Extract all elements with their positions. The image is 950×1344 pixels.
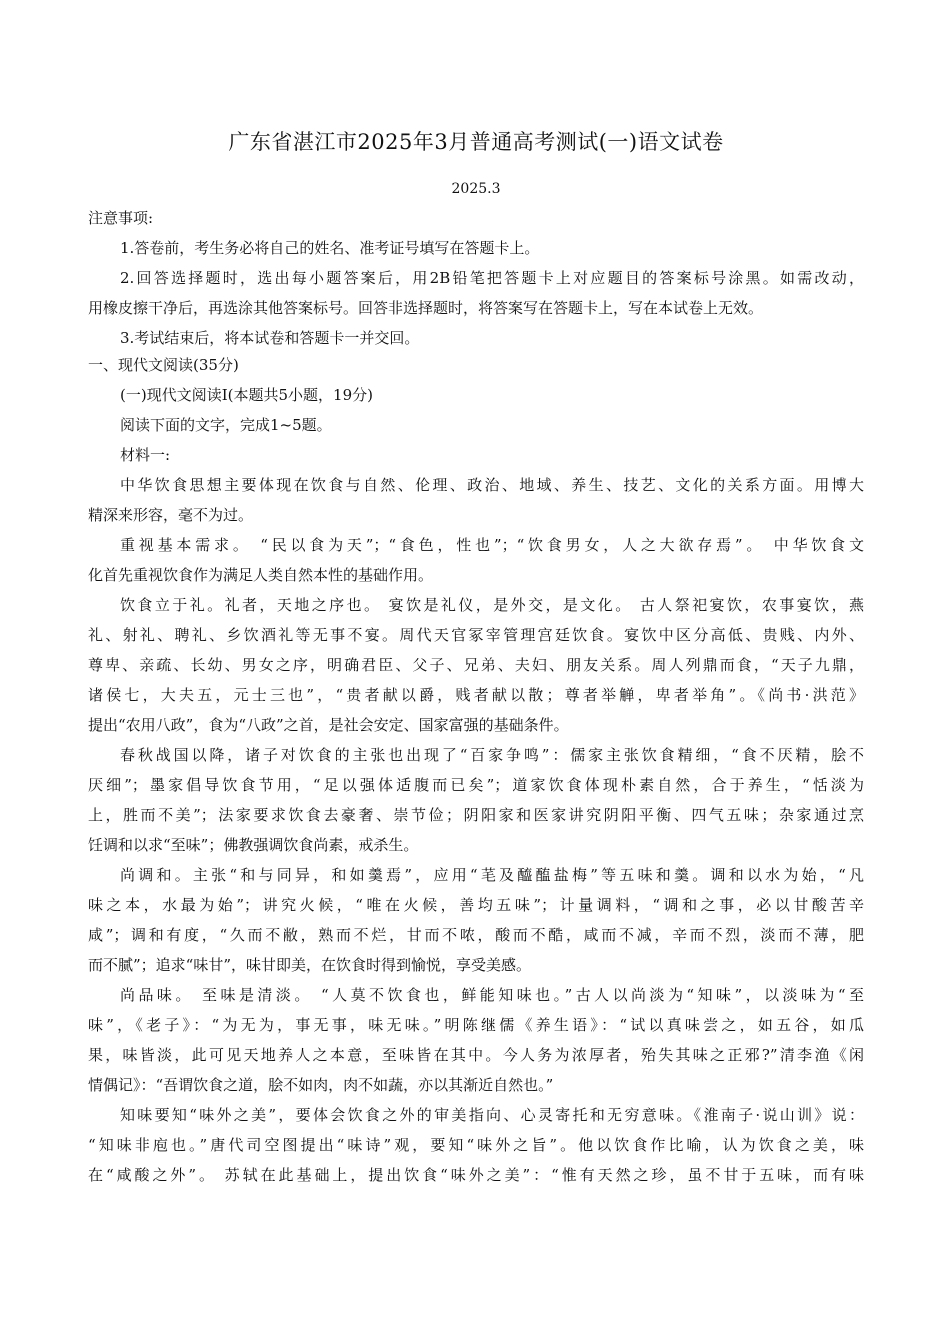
exam-title: 广东省湛江市2025年3月普通高考测试(一)语文试卷 [228, 130, 724, 154]
paragraph-4-line-1: 春秋战国以降，诸子对饮食的主张也出现了“百家争鸣”：儒家主张饮食精细，“食不厌精，脍不 [120, 746, 864, 764]
section-heading: 一、现代文阅读(35分) [88, 356, 239, 374]
paragraph-4-line-2: 厌细”；墨家倡导饮食节用，“足以强体适腹而已矣”；道家饮食体现朴素自然，合于养生，“恬淡为 [88, 776, 864, 794]
notice-item-2-line-2: 用橡皮擦干净后，再选涂其他答案标号。回答非选择题时，将答案写在答题卡上，写在本试卷上无效。 [88, 299, 764, 317]
paragraph-6-line-3: 果，味皆淡，此可见天地养人之本意，至味皆在其中。今人务为浓厚者，殆失其味之正邪?”清李渔《闲 [88, 1046, 864, 1064]
paragraph-3-line-3: 尊卑、亲疏、长幼、男女之序，明确君臣、父子、兄弟、夫妇、朋友关系。周人列鼎而食，“天子九鼎， [88, 656, 864, 674]
notice-heading: 注意事项: [88, 209, 154, 227]
paragraph-1-line-2: 精深来形容，毫不为过。 [88, 506, 254, 524]
paragraph-6-line-2: 味”，《老子》：“为无为，事无事，味无味。”明陈继儒《养生语》：“试以真味尝之，如五谷，如瓜 [88, 1016, 864, 1034]
exam-date: 2025.3 [451, 181, 501, 197]
paragraph-6-line-1: 尚品味。 至味是清淡。 “人莫不饮食也，鲜能知味也。”古人以尚淡为“知味”，以淡味为“至 [120, 986, 864, 1004]
paragraph-4-line-3: 上，胜而不美”；法家要求饮食去豪奢、崇节俭；阴阳家和医家讲究阴阳平衡、四气五味；杂家通过烹 [88, 806, 864, 824]
paragraph-3-line-1: 饮食立于礼。礼者，天地之序也。 宴饮是礼仪，是外交，是文化。 古人祭祀宴饮，农事宴饮，燕 [120, 596, 864, 614]
paragraph-7-line-2: “知味非庖也。”唐代司空图提出“味诗”观，要知“味外之旨”。他以饮食作比喻，认为饮食之美，味 [88, 1136, 864, 1154]
paragraph-7-line-1: 知味要知“味外之美”，要体会饮食之外的审美指向、心灵寄托和无穷意味。《淮南子·说山训》说： [120, 1106, 864, 1124]
paragraph-5-line-2: 味之本，水最为始”；讲究火候，“唯在火候，善均五味”；计量调料，“调和之事，必以甘酸苦辛 [88, 896, 864, 914]
reading-instruction: 阅读下面的文字，完成1~5题。 [120, 416, 332, 434]
paragraph-5-line-4: 而不腻”；追求“味甘”，味甘即美，在饮食时得到愉悦，享受美感。 [88, 956, 532, 974]
paragraph-3-line-5: 提出“农用八政”，食为“八政”之首，是社会安定、国家富强的基础条件。 [88, 716, 569, 734]
paragraph-1-line-1: 中华饮食思想主要体现在饮食与自然、伦理、政治、地域、养生、技艺、文化的关系方面。用博大 [120, 476, 864, 494]
notice-item-2-line-1: 2.回答选择题时，选出每小题答案后，用2B铅笔把答题卡上对应题目的答案标号涂黑。如需改动， [120, 269, 864, 287]
paragraph-3-line-4: 诸侯七，大夫五，元士三也”，“贵者献以爵，贱者献以散；尊者举觯，卑者举角”。《尚书·洪范》 [88, 686, 864, 704]
paragraph-5-line-1: 尚调和。主张“和与同异，和如羹焉”，应用“芼及醯醢盐梅”等五味和羹。调和以水为始，“凡 [120, 866, 864, 884]
paragraph-2-line-2: 化首先重视饮食作为满足人类自然本性的基础作用。 [88, 566, 434, 584]
material-label: 材料一: [120, 446, 171, 464]
paragraph-2-line-1: 重视基本需求。 “民以食为天”；“食色，性也”；“饮食男女，人之大欲存焉”。 中华饮食文 [120, 536, 864, 554]
subsection-heading: (一)现代文阅读Ⅰ(本题共5小题，19分) [120, 386, 373, 404]
paragraph-4-line-4: 饪调和以求“至味”；佛教强调饮食尚素，戒杀生。 [88, 836, 419, 854]
paragraph-7-line-3: 在“咸酸之外”。 苏轼在此基础上，提出饮食“味外之美”：“惟有天然之珍，虽不甘于五味，而有味 [88, 1166, 864, 1184]
paragraph-6-line-4: 情偶记》：“吾谓饮食之道，脍不如肉，肉不如蔬，亦以其渐近自然也。” [88, 1076, 554, 1094]
notice-item-3: 3.考试结束后，将本试卷和答题卡一并交回。 [120, 329, 420, 347]
notice-item-1: 1.答卷前，考生务必将自己的姓名、准考证号填写在答题卡上。 [120, 239, 540, 257]
paragraph-5-line-3: 咸”；调和有度，“久而不敝，熟而不烂，甘而不哝，酸而不酷，咸而不减，辛而不烈，淡而不薄，肥 [88, 926, 864, 944]
paragraph-3-line-2: 礼、射礼、聘礼、乡饮酒礼等无事不宴。周代天官冢宰管理宫廷饮食。宴饮中区分高低、贵贱、内外、 [88, 626, 864, 644]
